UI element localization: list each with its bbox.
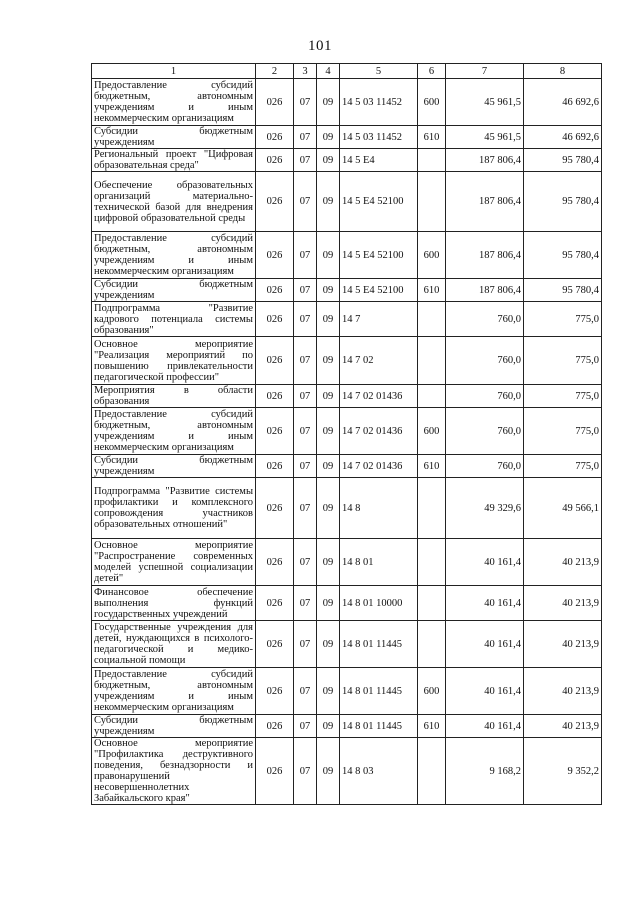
cell-amount-year-1: 187 806,4 (446, 149, 524, 172)
cell-ministry-code: 026 (256, 126, 294, 149)
table-row (92, 126, 602, 149)
column-header: 6 (418, 64, 446, 79)
row-description: Подпрограмма "Развитие системы профилактики и комплексного сопровождения участников образовательных отношений" (92, 478, 256, 539)
cell-amount-year-1: 40 161,4 (446, 621, 524, 668)
row-description: Предоставление субсидий бюджетным, автономным учреждениям и иным некоммерческим организациям (92, 668, 256, 715)
table-row (92, 539, 602, 586)
cell-amount-year-1: 187 806,4 (446, 232, 524, 279)
cell-ministry-code: 026 (256, 232, 294, 279)
table-row (92, 302, 602, 337)
table-row (92, 408, 602, 455)
cell-expense-type-code (418, 172, 446, 232)
budget-table (91, 63, 602, 805)
cell-expense-type-code (418, 302, 446, 337)
table-row (92, 79, 602, 126)
cell-section-code: 07 (294, 232, 317, 279)
cell-amount-year-2: 95 780,4 (524, 232, 602, 279)
cell-target-item-code: 14 8 01 11445 (340, 668, 418, 715)
row-description: Предоставление субсидий бюджетным, автономным учреждениям и иным некоммерческим организациям (92, 408, 256, 455)
table-row (92, 279, 602, 302)
cell-amount-year-2: 775,0 (524, 455, 602, 478)
cell-subsection-code: 09 (317, 172, 340, 232)
cell-section-code: 07 (294, 302, 317, 337)
table-row (92, 738, 602, 805)
cell-subsection-code: 09 (317, 478, 340, 539)
cell-ministry-code: 026 (256, 621, 294, 668)
cell-amount-year-1: 760,0 (446, 337, 524, 385)
cell-expense-type-code: 600 (418, 408, 446, 455)
cell-subsection-code: 09 (317, 385, 340, 408)
cell-amount-year-1: 9 168,2 (446, 738, 524, 805)
cell-target-item-code: 14 7 02 (340, 337, 418, 385)
cell-amount-year-1: 760,0 (446, 408, 524, 455)
cell-expense-type-code: 600 (418, 232, 446, 279)
cell-subsection-code: 09 (317, 715, 340, 738)
column-header: 1 (92, 64, 256, 79)
cell-amount-year-2: 40 213,9 (524, 715, 602, 738)
cell-expense-type-code (418, 586, 446, 621)
column-header: 5 (340, 64, 418, 79)
cell-subsection-code: 09 (317, 126, 340, 149)
cell-section-code: 07 (294, 738, 317, 805)
cell-subsection-code: 09 (317, 149, 340, 172)
cell-target-item-code: 14 8 01 10000 (340, 586, 418, 621)
table-row (92, 668, 602, 715)
cell-section-code: 07 (294, 385, 317, 408)
row-description: Основное мероприятие "Распространение современных моделей успешной социализации детей" (92, 539, 256, 586)
table-row (92, 715, 602, 738)
cell-amount-year-2: 95 780,4 (524, 279, 602, 302)
cell-amount-year-1: 45 961,5 (446, 79, 524, 126)
cell-section-code: 07 (294, 478, 317, 539)
cell-amount-year-1: 187 806,4 (446, 172, 524, 232)
cell-target-item-code: 14 5 Е4 52100 (340, 172, 418, 232)
cell-amount-year-1: 49 329,6 (446, 478, 524, 539)
table-row (92, 232, 602, 279)
cell-target-item-code: 14 8 03 (340, 738, 418, 805)
cell-target-item-code: 14 8 01 11445 (340, 621, 418, 668)
cell-subsection-code: 09 (317, 455, 340, 478)
cell-expense-type-code: 610 (418, 715, 446, 738)
cell-amount-year-1: 45 961,5 (446, 126, 524, 149)
cell-target-item-code: 14 5 03 11452 (340, 126, 418, 149)
cell-target-item-code: 14 5 03 11452 (340, 79, 418, 126)
cell-ministry-code: 026 (256, 279, 294, 302)
cell-subsection-code: 09 (317, 279, 340, 302)
cell-subsection-code: 09 (317, 539, 340, 586)
cell-amount-year-2: 95 780,4 (524, 172, 602, 232)
cell-subsection-code: 09 (317, 302, 340, 337)
row-description: Подпрограмма "Развитие кадрового потенциала системы образования" (92, 302, 256, 337)
cell-section-code: 07 (294, 279, 317, 302)
page-number: 101 (308, 38, 332, 54)
cell-ministry-code: 026 (256, 539, 294, 586)
cell-amount-year-2: 40 213,9 (524, 621, 602, 668)
cell-ministry-code: 026 (256, 337, 294, 385)
row-description: Государственные учреждения для детей, нуждающихся в психолого-педагогической и медико-социальной помощи (92, 621, 256, 668)
row-description: Субсидии бюджетным учреждениям (92, 126, 256, 149)
cell-section-code: 07 (294, 172, 317, 232)
table-row (92, 621, 602, 668)
cell-amount-year-2: 775,0 (524, 385, 602, 408)
cell-amount-year-1: 760,0 (446, 455, 524, 478)
cell-amount-year-1: 760,0 (446, 385, 524, 408)
header-row (92, 64, 602, 79)
cell-section-code: 07 (294, 337, 317, 385)
cell-amount-year-2: 95 780,4 (524, 149, 602, 172)
cell-subsection-code: 09 (317, 79, 340, 126)
cell-section-code: 07 (294, 586, 317, 621)
table-row (92, 478, 602, 539)
cell-target-item-code: 14 7 02 01436 (340, 385, 418, 408)
cell-subsection-code: 09 (317, 337, 340, 385)
cell-amount-year-2: 775,0 (524, 337, 602, 385)
cell-expense-type-code: 600 (418, 79, 446, 126)
cell-expense-type-code (418, 385, 446, 408)
cell-ministry-code: 026 (256, 455, 294, 478)
row-description: Мероприятия в области образования (92, 385, 256, 408)
cell-amount-year-2: 40 213,9 (524, 668, 602, 715)
cell-amount-year-2: 40 213,9 (524, 539, 602, 586)
cell-ministry-code: 026 (256, 79, 294, 126)
cell-target-item-code: 14 8 01 (340, 539, 418, 586)
cell-expense-type-code: 610 (418, 126, 446, 149)
cell-target-item-code: 14 7 02 01436 (340, 455, 418, 478)
row-description: Субсидии бюджетным учреждениям (92, 715, 256, 738)
cell-section-code: 07 (294, 715, 317, 738)
cell-expense-type-code (418, 621, 446, 668)
cell-amount-year-2: 775,0 (524, 408, 602, 455)
cell-ministry-code: 026 (256, 302, 294, 337)
cell-section-code: 07 (294, 126, 317, 149)
row-description: Основное мероприятие "Профилактика деструктивного поведения, безнадзорности и правонарушений несовершеннолетних Забайкальского края" (92, 738, 256, 805)
cell-ministry-code: 026 (256, 172, 294, 232)
cell-amount-year-2: 46 692,6 (524, 79, 602, 126)
cell-section-code: 07 (294, 539, 317, 586)
cell-ministry-code: 026 (256, 715, 294, 738)
cell-expense-type-code (418, 337, 446, 385)
table-row (92, 172, 602, 232)
cell-subsection-code: 09 (317, 586, 340, 621)
cell-amount-year-1: 40 161,4 (446, 668, 524, 715)
table-row (92, 149, 602, 172)
cell-target-item-code: 14 7 (340, 302, 418, 337)
row-description: Предоставление субсидий бюджетным, автономным учреждениям и иным некоммерческим организациям (92, 232, 256, 279)
row-description: Субсидии бюджетным учреждениям (92, 279, 256, 302)
cell-expense-type-code (418, 478, 446, 539)
cell-ministry-code: 026 (256, 668, 294, 715)
cell-target-item-code: 14 8 01 11445 (340, 715, 418, 738)
table-row (92, 337, 602, 385)
cell-amount-year-1: 760,0 (446, 302, 524, 337)
cell-subsection-code: 09 (317, 621, 340, 668)
cell-amount-year-2: 40 213,9 (524, 586, 602, 621)
cell-section-code: 07 (294, 668, 317, 715)
cell-section-code: 07 (294, 621, 317, 668)
cell-section-code: 07 (294, 455, 317, 478)
row-description: Обеспечение образовательных организаций материально-технической базой для внедрения цифровой образовательной среды (92, 172, 256, 232)
cell-expense-type-code (418, 539, 446, 586)
cell-amount-year-2: 46 692,6 (524, 126, 602, 149)
cell-amount-year-1: 40 161,4 (446, 715, 524, 738)
row-description: Предоставление субсидий бюджетным, автономным учреждениям и иным некоммерческим организациям (92, 79, 256, 126)
cell-ministry-code: 026 (256, 385, 294, 408)
row-description: Субсидии бюджетным учреждениям (92, 455, 256, 478)
cell-amount-year-2: 9 352,2 (524, 738, 602, 805)
table-body (92, 79, 602, 805)
cell-amount-year-2: 775,0 (524, 302, 602, 337)
cell-ministry-code: 026 (256, 408, 294, 455)
cell-target-item-code: 14 8 (340, 478, 418, 539)
cell-expense-type-code: 610 (418, 279, 446, 302)
cell-section-code: 07 (294, 79, 317, 126)
cell-amount-year-1: 40 161,4 (446, 586, 524, 621)
cell-ministry-code: 026 (256, 478, 294, 539)
cell-subsection-code: 09 (317, 408, 340, 455)
cell-section-code: 07 (294, 408, 317, 455)
row-description: Финансовое обеспечение выполнения функций государственных учреждений (92, 586, 256, 621)
cell-expense-type-code: 600 (418, 668, 446, 715)
cell-target-item-code: 14 7 02 01436 (340, 408, 418, 455)
cell-ministry-code: 026 (256, 738, 294, 805)
cell-amount-year-2: 49 566,1 (524, 478, 602, 539)
cell-ministry-code: 026 (256, 586, 294, 621)
cell-subsection-code: 09 (317, 738, 340, 805)
cell-target-item-code: 14 5 Е4 52100 (340, 279, 418, 302)
cell-subsection-code: 09 (317, 232, 340, 279)
column-header: 4 (317, 64, 340, 79)
column-header: 7 (446, 64, 524, 79)
column-header: 8 (524, 64, 602, 79)
cell-ministry-code: 026 (256, 149, 294, 172)
cell-expense-type-code: 610 (418, 455, 446, 478)
table-row (92, 586, 602, 621)
cell-expense-type-code (418, 738, 446, 805)
table-row (92, 385, 602, 408)
row-description: Региональный проект "Цифровая образовательная среда" (92, 149, 256, 172)
cell-amount-year-1: 40 161,4 (446, 539, 524, 586)
cell-section-code: 07 (294, 149, 317, 172)
cell-target-item-code: 14 5 Е4 (340, 149, 418, 172)
table-row (92, 455, 602, 478)
cell-target-item-code: 14 5 Е4 52100 (340, 232, 418, 279)
row-description: Основное мероприятие "Реализация мероприятий по повышению привлекательности педагогической профессии" (92, 337, 256, 385)
cell-amount-year-1: 187 806,4 (446, 279, 524, 302)
cell-expense-type-code (418, 149, 446, 172)
cell-subsection-code: 09 (317, 668, 340, 715)
column-header: 2 (256, 64, 294, 79)
column-header: 3 (294, 64, 317, 79)
